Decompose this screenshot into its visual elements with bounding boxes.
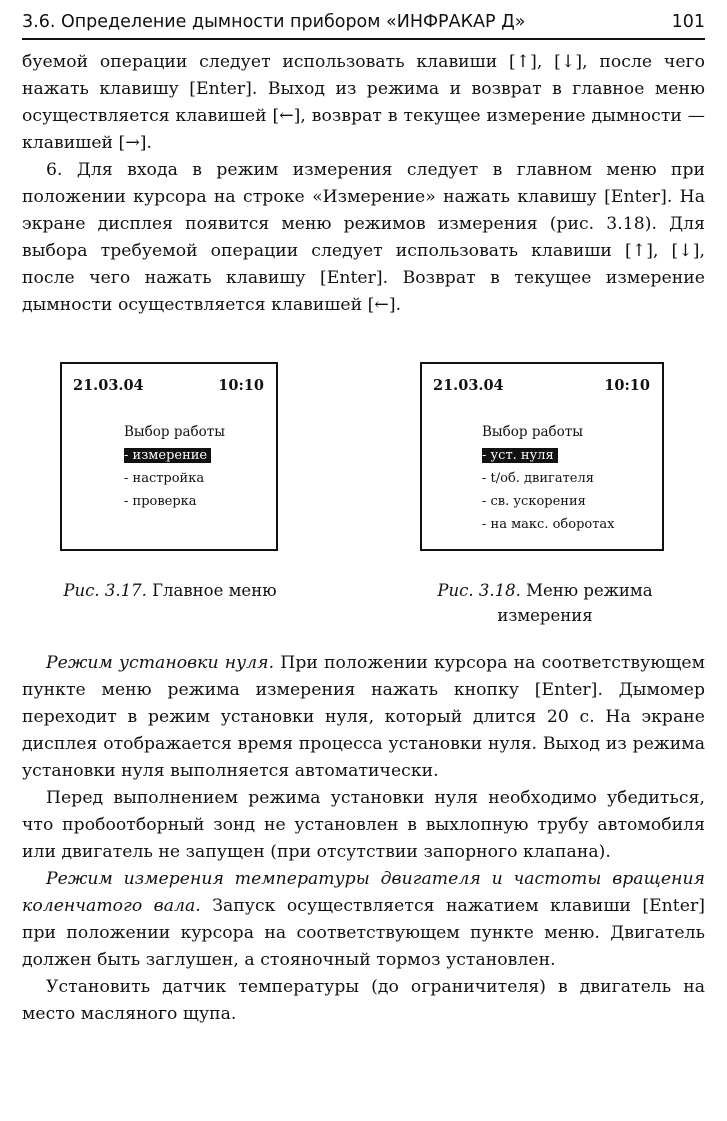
figure-caption-3-18 [400,578,690,628]
paragraph-zero-mode [22,650,705,785]
paragraph-continuation: буемой операции следует использовать клавиши [↑], [↓], после чего нажать клавишу [Enter]. Выход из режима и возврат в главное меню осуществляется клавишей [←], возврат в текущее измерение дымности — клавишей [→]. [22,52,705,153]
paragraph-step-6: 6. Для входа в режим измерения следует в главном меню при положении курсора на строке «Измерение» нажать клавишу [Enter]. На экране дисплея появится меню режимов измерения (рис. 3.18). Для выбора требуемой операции следует использовать клавиши [↑], [↓], после чего нажать клавишу [Enter]. Возврат в текущее измерение дымности осуществляется клавишей [←]. [22,160,705,315]
section-title: 3.6. Определение дымности прибором «ИНФРАКАР Д» [22,12,526,32]
menu-item-selected [482,444,615,467]
figure-caption-3-17 [40,578,300,603]
caption-text: Меню режима измерения [497,581,653,625]
display-measure-menu [420,362,664,551]
paragraph-body: При положении курсора на соответствующем пункте меню режима измерения нажать кнопку [Enter]. Дымомер переходит в режим установки нуля, который длится 20 с. На экране дисплея отображается время процесса установки нуля. Выход из режима установки нуля выполняется автоматически. [22,653,705,781]
menu-item: - t/об. двигателя [482,471,594,486]
menu-title: Выбор работы [482,424,584,440]
paragraph-body: Запуск осуществляется нажатием клавиши [Enter] при положении курсора на соответствующем пункте меню. Двигатель должен быть заглушен, а стояночный тормоз установлен. [22,896,705,970]
menu-item: - проверка [124,494,197,509]
paragraph-lead: Режим установки нуля. [46,653,275,673]
menu-item-label: - уст. нуля [482,448,558,463]
caption-number: Рис. 3.17. [63,581,147,600]
menu-list [124,444,211,513]
paragraph-zero-precondition: Перед выполнением режима установки нуля необходимо убедиться, что пробоотборный зонд не установлен в выхлопную трубу автомобиля или двигатель не запущен (при отсутствии запорного клапана). [22,788,705,862]
display-main-menu [60,362,278,551]
menu-item: - св. ускорения [482,494,586,509]
caption-text: Главное меню [152,581,277,600]
paragraph-temp-mode [22,866,705,974]
paragraph-sensor-install: Установить датчик температуры (до ограничителя) в двигатель на место масляного щупа. [22,977,705,1024]
menu-item-selected [124,444,211,467]
top-text-block [22,49,705,319]
paragraph-lead: Режим измерения температуры двигателя и частоты вращения коленчатого вала. [22,869,705,916]
menu-item: - на макс. оборотах [482,517,615,532]
display-date: 21.03.04 [73,377,144,394]
menu-item-label: - измерение [124,448,211,463]
bottom-text-block [22,650,705,1028]
menu-item: - настройка [124,471,205,486]
display-time: 10:10 [218,377,264,394]
running-header [22,8,705,40]
menu-title: Выбор работы [124,424,226,440]
menu-list [482,444,615,536]
display-date: 21.03.04 [433,377,504,394]
display-time: 10:10 [604,377,650,394]
caption-number: Рис. 3.18. [437,581,521,600]
page-number: 101 [671,12,705,32]
